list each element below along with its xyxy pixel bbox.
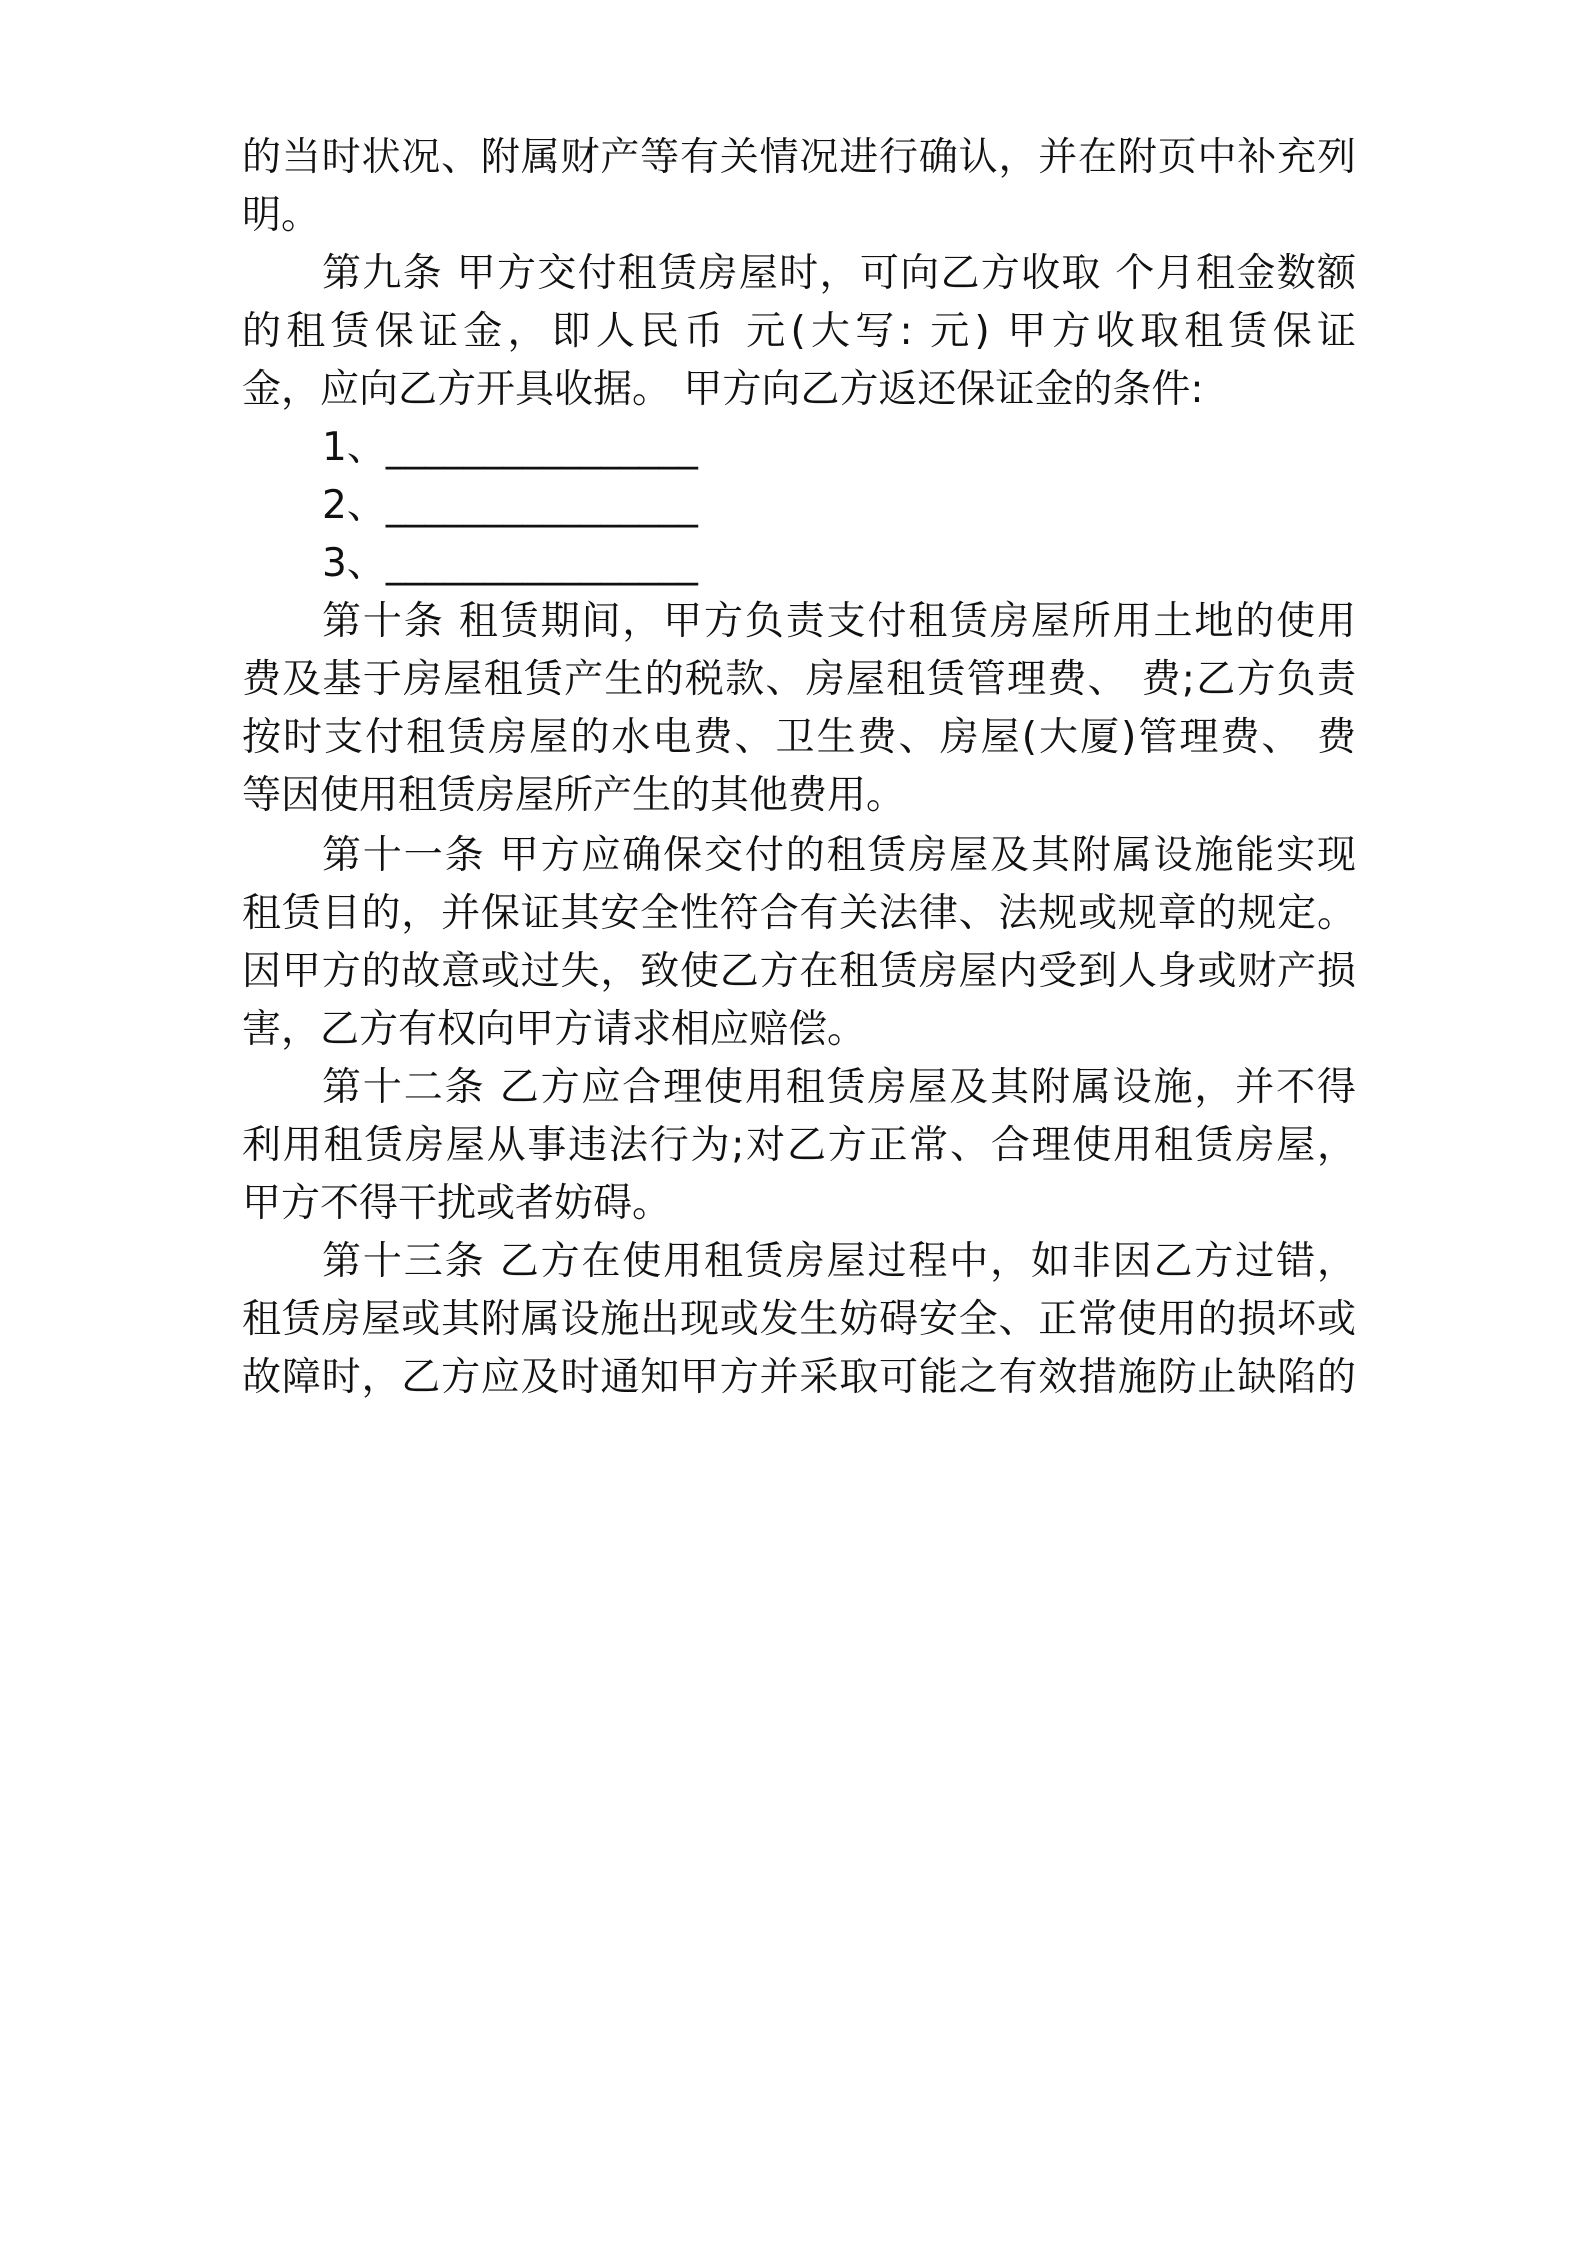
article-10-line: 按时支付租赁房屋的水电费、卫生费、房屋(大厦)管理费、 费 bbox=[242, 715, 1356, 760]
document-page bbox=[242, 0, 1356, 2244]
article-10-line: 第十条 租赁期间，甲方负责支付租赁房屋所用土地的使用 bbox=[322, 599, 1356, 644]
condition-item-2: 2、________________ bbox=[322, 483, 698, 528]
article-11-line: 害，乙方有权向甲方请求相应赔偿。 bbox=[242, 1007, 867, 1052]
article-12-line: 甲方不得干扰或者妨碍。 bbox=[242, 1181, 672, 1226]
article-9-line: 的租赁保证金，即人民币 元(大写: 元) 甲方收取租赁保证 bbox=[242, 309, 1356, 354]
article-9-line: 金，应向乙方开具收据。 甲方向乙方返还保证金的条件: bbox=[242, 367, 1204, 412]
article-11-line: 租赁目的，并保证其安全性符合有关法律、法规或规章的规定。 bbox=[242, 891, 1356, 936]
article-9-line: 第九条 甲方交付租赁房屋时，可向乙方收取 个月租金数额 bbox=[322, 251, 1356, 296]
condition-item-3: 3、________________ bbox=[322, 541, 698, 586]
paragraph-line: 明。 bbox=[242, 193, 321, 238]
article-13-line: 故障时，乙方应及时通知甲方并采取可能之有效措施防止缺陷的 bbox=[242, 1355, 1356, 1400]
article-12-line: 利用租赁房屋从事违法行为;对乙方正常、合理使用租赁房屋， bbox=[242, 1123, 1356, 1168]
article-10-line: 费及基于房屋租赁产生的税款、房屋租赁管理费、 费;乙方负责 bbox=[242, 657, 1356, 702]
article-11-line: 因甲方的故意或过失，致使乙方在租赁房屋内受到人身或财产损 bbox=[242, 949, 1356, 994]
paragraph-line: 的当时状况、附属财产等有关情况进行确认，并在附页中补充列 bbox=[242, 135, 1356, 180]
article-13-line: 第十三条 乙方在使用租赁房屋过程中，如非因乙方过错， bbox=[322, 1239, 1356, 1284]
article-13-line: 租赁房屋或其附属设施出现或发生妨碍安全、正常使用的损坏或 bbox=[242, 1297, 1356, 1342]
article-11-line: 第十一条 甲方应确保交付的租赁房屋及其附属设施能实现 bbox=[322, 833, 1356, 878]
article-12-line: 第十二条 乙方应合理使用租赁房屋及其附属设施，并不得 bbox=[322, 1065, 1356, 1110]
condition-item-1: 1、________________ bbox=[322, 425, 698, 470]
article-10-line: 等因使用租赁房屋所产生的其他费用。 bbox=[242, 773, 906, 818]
